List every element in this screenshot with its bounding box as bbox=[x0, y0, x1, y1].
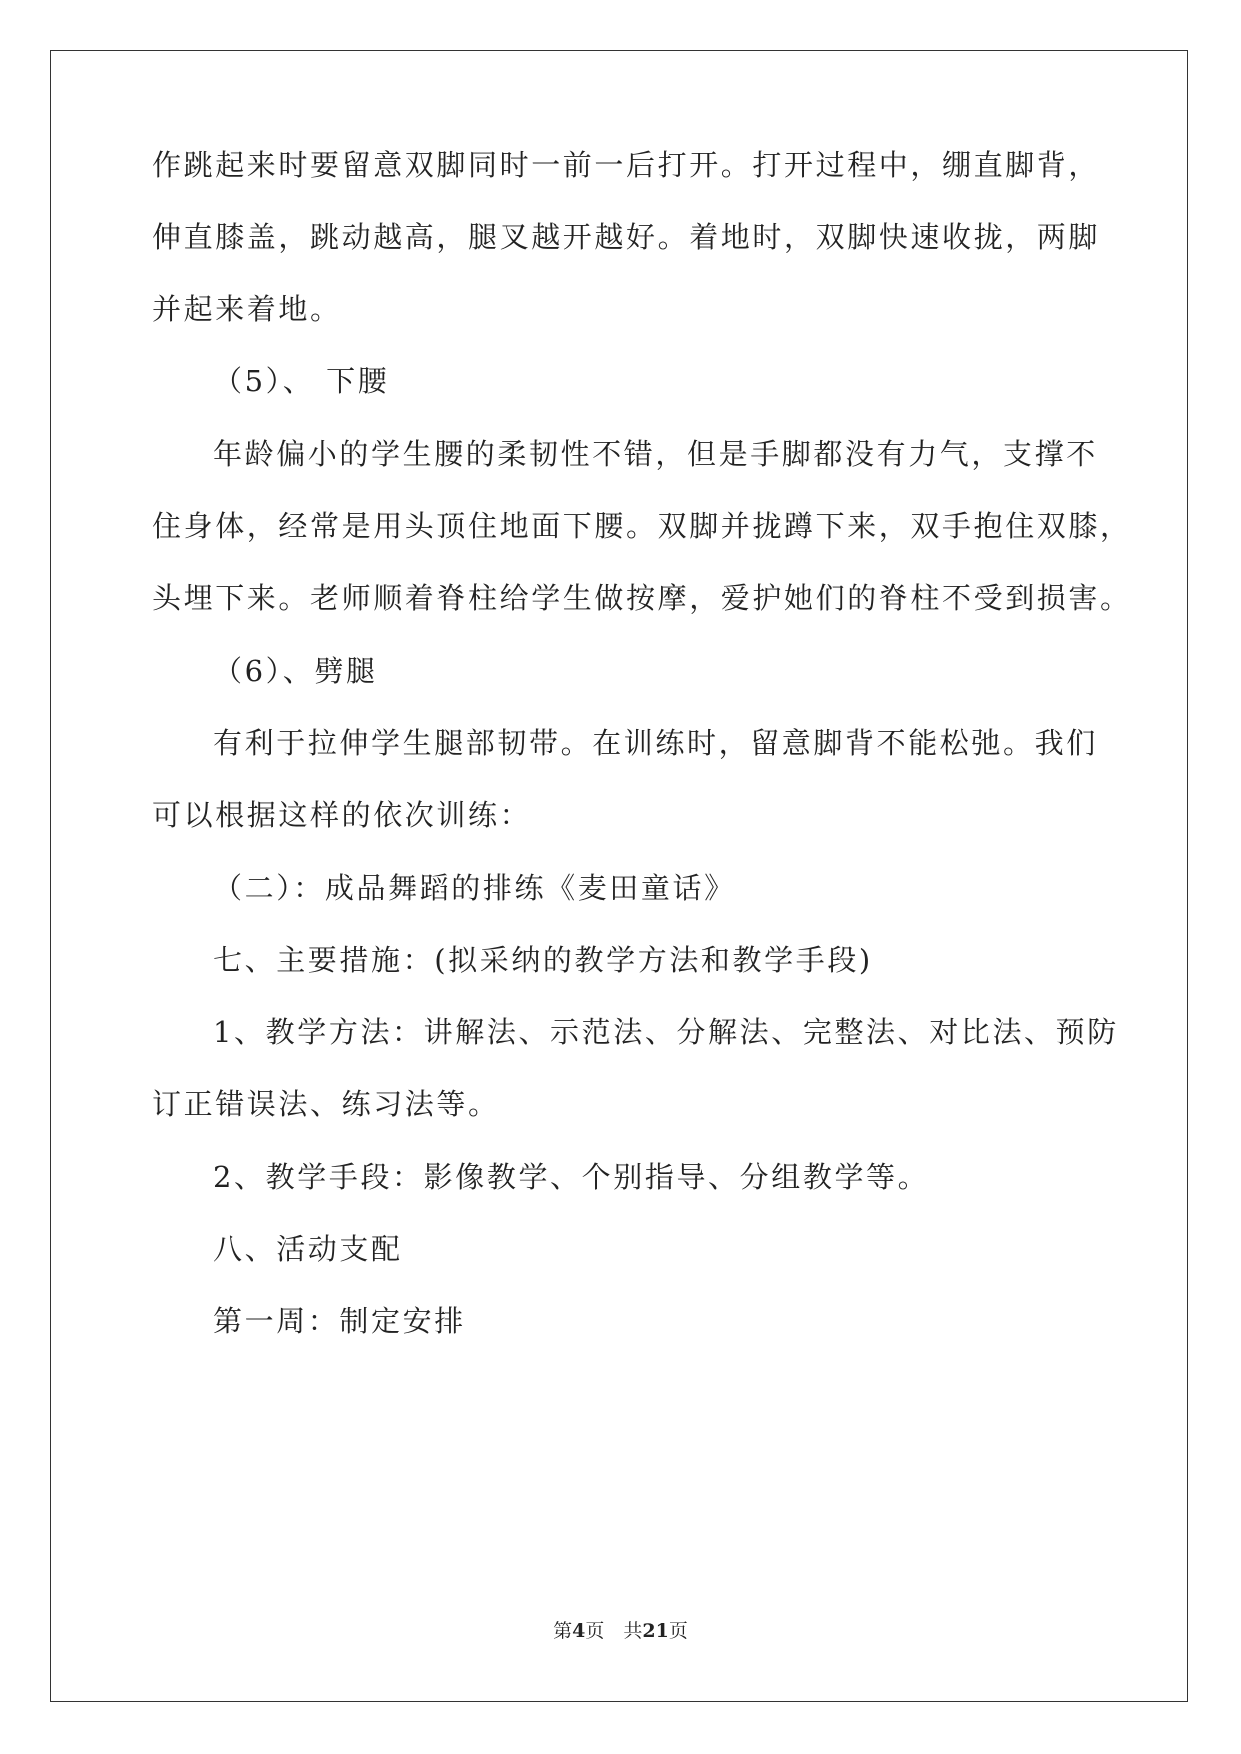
body-line-15: 2、教学手段：影像教学、个别指导、分组教学等。 bbox=[213, 1160, 930, 1194]
footer-page-number: 4 bbox=[572, 1620, 586, 1642]
section-heading-8: 八、活动支配 bbox=[213, 1232, 403, 1266]
section-heading-7: 七、主要措施：(拟采纳的教学方法和教学手段) bbox=[213, 943, 873, 977]
footer-prefix: 第 bbox=[553, 1620, 573, 1642]
body-line-10: 可以根据这样的依次训练： bbox=[152, 798, 532, 832]
body-line-6: 住身体，经常是用头顶住地面下腰。双脚并拢蹲下来，双手抱住双膝， bbox=[152, 509, 1132, 543]
footer-mid: 页 共 bbox=[585, 1620, 643, 1642]
page-footer bbox=[0, 1616, 1241, 1643]
body-line-3: 并起来着地。 bbox=[152, 292, 342, 326]
section-heading-2: （二）：成品舞蹈的排练《麦田童话》 bbox=[213, 871, 736, 905]
body-line-13: 1、教学方法：讲解法、示范法、分解法、完整法、对比法、预防 bbox=[213, 1015, 1119, 1049]
footer-total-pages: 21 bbox=[642, 1620, 669, 1642]
section-heading-5: （5）、 下腰 bbox=[213, 364, 390, 398]
body-line-9: 有利于拉伸学生腿部韧带。在训练时，留意脚背不能松弛。我们 bbox=[213, 726, 1098, 760]
body-line-2: 伸直膝盖，跳动越高，腿叉越开越好。着地时，双脚快速收拢，两脚 bbox=[152, 220, 1101, 254]
body-line-14: 订正错误法、练习法等。 bbox=[152, 1087, 500, 1121]
body-line-7: 头埋下来。老师顺着脊柱给学生做按摩，爱护她们的脊柱不受到损害。 bbox=[152, 581, 1132, 615]
section-heading-6: （6）、劈腿 bbox=[213, 654, 378, 688]
body-line-5: 年龄偏小的学生腰的柔韧性不错，但是手脚都没有力气，支撑不 bbox=[213, 437, 1098, 471]
body-line-1: 作跳起来时要留意双脚同时一前一后打开。打开过程中，绷直脚背， bbox=[152, 148, 1101, 182]
footer-suffix: 页 bbox=[668, 1620, 688, 1642]
body-line-17: 第一周：制定安排 bbox=[213, 1304, 466, 1338]
